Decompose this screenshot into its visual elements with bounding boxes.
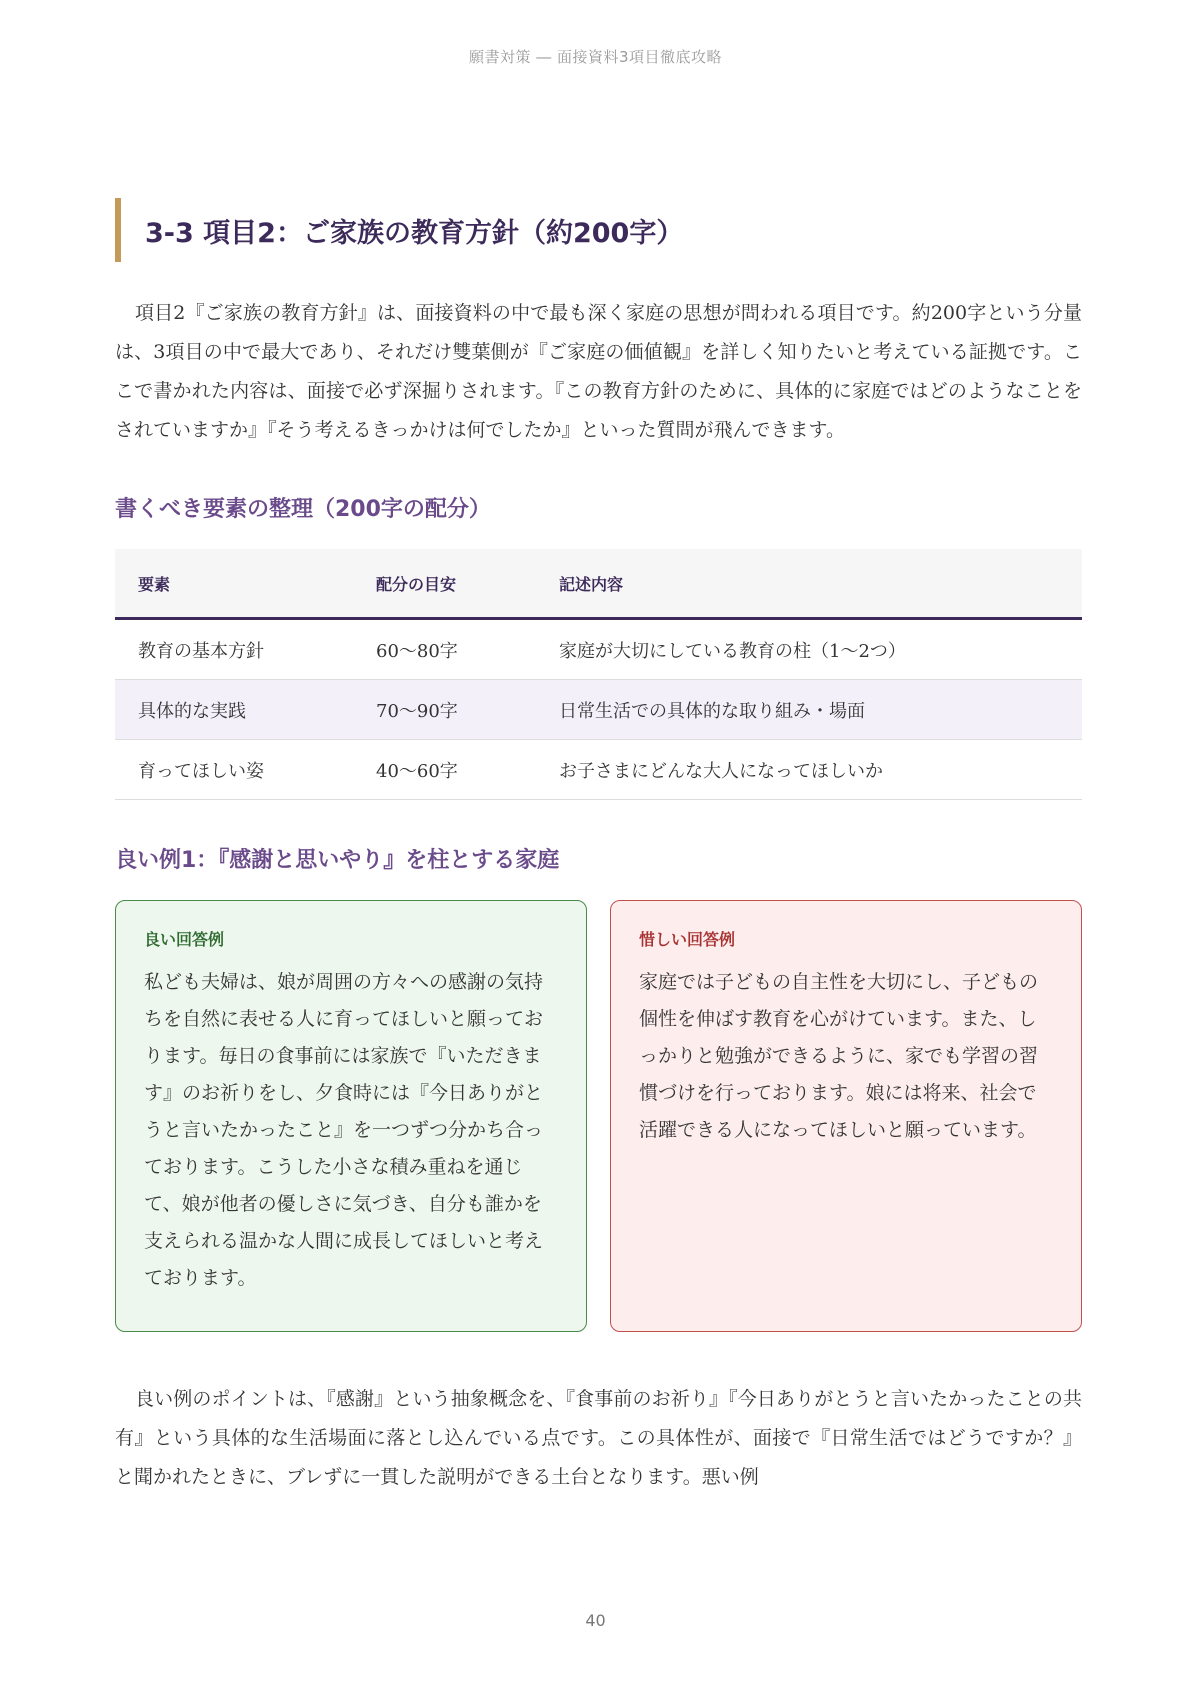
column-header-allocation: 配分の目安 [353,549,536,619]
bad-example-box [610,900,1082,1332]
table-cell: 具体的な実践 [115,680,353,740]
column-header-element: 要素 [115,549,353,619]
intro-paragraph: 項目2『ご家族の教育方針』は、面接資料の中で最も深く家庭の思想が問われる項目です。約200字という分量は、3項目の中で最大であり、それだけ雙葉側が『ご家庭の価値観』を詳しく知りたいと考えている証拠です。ここで書かれた内容は、面接で必ず深掘りされます。『この教育方針のために、具体的に家庭ではどのようなことをされていますか』『そう考えるきっかけは何でしたか』といった質問が飛んできます。 [115,302,1082,441]
column-header-content: 記述内容 [536,549,1082,619]
table-row [115,680,1082,740]
good-example-box [115,900,587,1332]
running-header: 願書対策 ― 面接資料3項目徹底攻略 [468,48,723,66]
table-cell: 日常生活での具体的な取り組み・場面 [536,680,1082,740]
good-example-title: 良い回答例 [144,930,225,949]
page-content [115,198,1082,1497]
table-cell: お子さまにどんな大人になってほしいか [536,740,1082,800]
table-cell: 家庭が大切にしている教育の柱（1〜2つ） [536,619,1082,680]
table-header-row [115,549,1082,619]
table-cell: 40〜60字 [353,740,536,800]
example1-heading: 良い例1：『感謝と思いやり』を柱とする家庭 [115,848,560,873]
table-row [115,740,1082,800]
section-heading: 3-3 項目2：ご家族の教育方針（約200字） [115,198,1082,262]
allocation-heading: 書くべき要素の整理（200字の配分） [115,497,491,522]
table-cell: 育ってほしい姿 [115,740,353,800]
table-cell: 70〜90字 [353,680,536,740]
good-example-text: 私ども夫婦は、娘が周囲の方々への感謝の気持ちを自然に表せる人に育ってほしいと願っております。毎日の食事前には家族で『いただきます』のお祈りをし、夕食時には『今日ありがとうと言いたかったこと』を一つずつ分かち合っております。こうした小さな積み重ねを通じて、娘が他者の優しさに気づき、自分も誰かを支えられる温かな人間に成長してほしいと考えております。 [144,971,544,1289]
bad-example-title: 惜しい回答例 [639,930,736,949]
allocation-table [115,549,1082,800]
closing-paragraph: 良い例のポイントは、『感謝』という抽象概念を、『食事前のお祈り』『今日ありがとうと言いたかったことの共有』という具体的な生活場面に落とし込んでいる点です。この具体性が、面接で『日常生活ではどうですか？』と聞かれたときに、ブレずに一貫した説明ができる土台となります。悪い例 [115,1388,1082,1488]
table-cell: 教育の基本方針 [115,619,353,680]
example-comparison [115,900,1082,1332]
page-number: 40 [585,1611,606,1630]
table-cell: 60〜80字 [353,619,536,680]
table-row [115,619,1082,680]
bad-example-text: 家庭では子どもの自主性を大切にし、子どもの個性を伸ばす教育を心がけています。また、しっかりと勉強ができるように、家でも学習の習慣づけを行っております。娘には将来、社会で活躍できる人になってほしいと願っています。 [639,971,1039,1141]
